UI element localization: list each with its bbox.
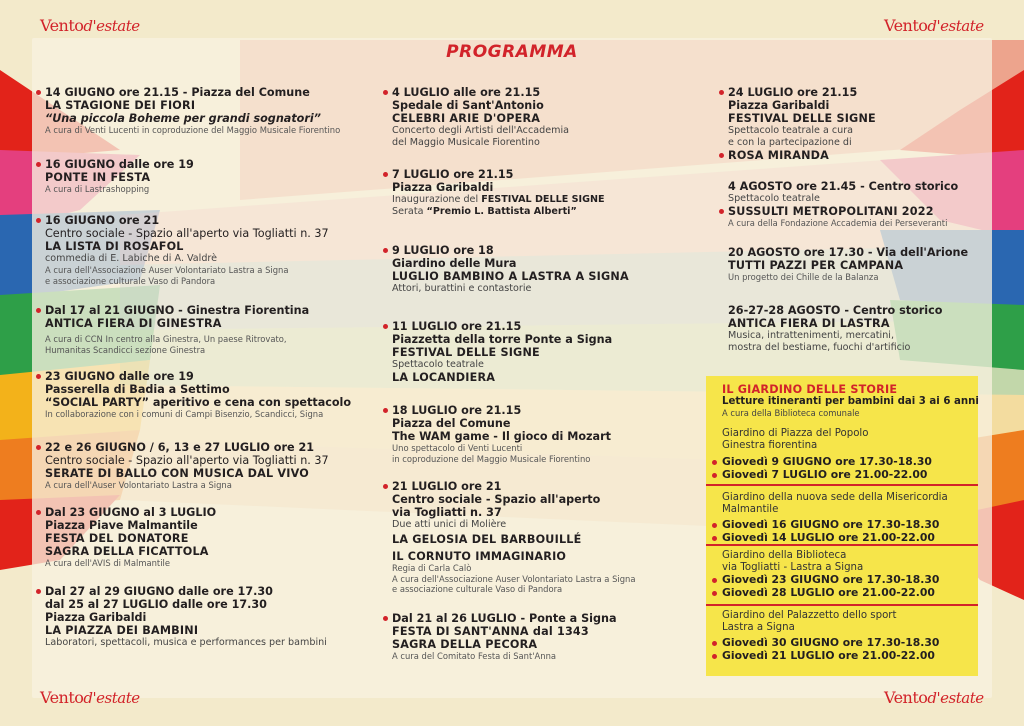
brand-logo-bottom-right: Ventod'estate [884,688,984,707]
event-date: 23 GIUGNO dalle ore 19 [45,370,351,383]
event-title: LA LOCANDIERA [392,371,496,384]
page-title: PROGRAMMA [446,42,578,62]
event-date: Dal 17 al 21 GIUGNO - Ginestra Fiorentina [45,304,310,317]
event-title: SAGRA DELLA PECORA [392,638,538,651]
giardino-subtitle: Letture itineranti per bambini dai 3 ai 6 anni [722,396,979,407]
giardino-date: Giovedì 28 LUGLIO ore 21.00-22.00 [722,587,939,600]
event-location: Centro sociale - Spazio all'aperto [392,493,601,506]
event-detail: mostra del bestiame, fuochi d'artificio [728,342,911,353]
event-16 [728,86,876,162]
event-date: 7 LUGLIO ore 21.15 [392,168,605,181]
giardino-divider [706,484,978,486]
giardino-date: Giovedì 9 GIUGNO ore 17.30-18.30 [722,455,932,468]
giardino-divider [706,544,978,546]
event-7 [45,506,216,569]
event-location: Centro sociale - Spazio all'aperto via Togliatti n. 37 [45,454,329,467]
event-detail: Laboratori, spettacoli, musica e performances per bambini [45,637,327,648]
event-credit: e associazione culturale Vaso di Pandora [392,584,563,594]
event-detail: Spettacolo teatrale [728,193,820,204]
event-title: TUTTI PAZZI PER CAMPANA [728,259,904,272]
event-title: SERATE DI BALLO CON MUSICA DAL VIVO [45,467,310,480]
event-credit: e associazione culturale Vaso di Pandora [45,275,216,286]
giardino-place: Lastra a Signa [722,622,795,633]
event-date-2: dal 25 al 27 LUGLIO dalle ore 17.30 [45,598,267,611]
event-14 [392,480,635,595]
event-date: 16 GIUGNO ore 21 [45,214,329,227]
giardino-date: Giovedì 30 GIUGNO ore 17.30-18.30 [722,636,940,649]
event-title: FESTA DEL DONATORE [45,532,189,545]
event-title: LA PIAZZA DEI BAMBINI [45,624,199,637]
giardino-place: Giardino della nuova sede della Misericordia [722,492,948,503]
event-title: SAGRA DELLA FICATTOLA [45,545,209,558]
giardino-date: Giovedì 7 LUGLIO ore 21.00-22.00 [722,469,932,482]
giardino-date: Giovedì 16 GIUGNO ore 17.30-18.30 [722,519,948,532]
event-location: Piazza Garibaldi [392,181,494,194]
giardino-credit: A cura della Biblioteca comunale [722,408,860,418]
event-10 [392,168,605,218]
event-2 [45,158,194,195]
event-title: FESTA DI SANT'ANNA dal 1343 [392,625,589,638]
giardino-place: Giardino del Palazzetto dello sport [722,610,897,621]
event-13 [392,404,611,464]
event-detail: e con la partecipazione di [728,137,852,148]
giardino-section-1 [722,428,932,481]
event-date: Dal 23 GIUGNO al 3 LUGLIO [45,506,217,519]
brand-logo-bottom-left: Ventod'estate [40,688,140,707]
event-date: 4 AGOSTO ore 21.45 - Centro storico [728,180,959,193]
event-title: CELEBRI ARIE D'OPERA [392,112,541,125]
event-date: 26-27-28 AGOSTO - Centro storico [728,304,943,317]
event-detail: del Maggio Musicale Fiorentino [392,137,540,148]
giardino-box [706,376,978,676]
event-3 [45,214,329,286]
event-18 [728,246,968,283]
giardino-divider [706,604,978,606]
event-credit: A cura di Lastrashopping [45,184,150,194]
event-17 [728,180,958,229]
event-8 [45,585,327,649]
event-credit: in coproduzione del Maggio Musicale Fiorentino [392,453,591,464]
giardino-section-4 [722,610,939,662]
event-11 [392,244,629,295]
event-title: “SOCIAL PARTY” aperitivo e cena con spettacolo [45,396,352,409]
event-title: ANTICA FIERA DI LASTRA [728,317,890,330]
event-date: 16 GIUGNO dalle ore 19 [45,158,194,171]
event-detail: Attori, burattini e contastorie [392,283,532,294]
event-credit: A cura della Fondazione Accademia dei Perseveranti [728,218,948,228]
giardino-title: IL GIARDINO DELLE STORIE [722,383,898,396]
giardino-date: Giovedì 14 LUGLIO ore 21.00-22.00 [722,532,948,545]
event-title: PONTE IN FESTA [45,171,151,184]
giardino-place: Malmantile [722,504,779,515]
event-credit: Uno spettacolo di Venti Lucenti [392,443,523,453]
giardino-place: Giardino della Biblioteca [722,550,847,561]
event-detail: Concerto degli Artisti dell'Accademia [392,125,569,136]
brand-logo-top-left: Ventod'estate [40,16,140,35]
event-title: LA LISTA DI ROSAFOL [45,240,184,253]
event-subtitle: “Una piccola Boheme per grandi sognatori” [45,112,321,125]
event-title: LA GELOSIA DEL BARBOUILLÉ [392,533,582,546]
event-title: SUSSULTI METROPOLITANI 2022 [728,205,958,218]
event-detail: Serata “Premio L. Battista Alberti” [392,206,577,217]
event-date: 20 AGOSTO ore 17.30 - Via dell'Arione [728,246,969,259]
event-date: 14 GIUGNO ore 21.15 - Piazza del Comune [45,86,340,99]
event-title: ROSA MIRANDA [728,149,876,162]
event-credit: A cura dell'Associazione Auser Volontariato Lastra a Signa [392,573,636,584]
event-9 [392,86,569,149]
giardino-date: Giovedì 23 GIUGNO ore 17.30-18.30 [722,573,940,586]
event-15 [392,612,617,662]
event-date: 9 LUGLIO ore 18 [392,244,629,257]
event-6 [45,441,329,491]
event-credit: In collaborazione con i comuni di Campi Bisenzio, Scandicci, Signa [45,409,324,419]
event-credit: A cura di CCN In centro alla Ginestra, Un paese Ritrovato, [45,334,287,344]
giardino-header [722,383,979,419]
event-19 [728,304,942,354]
event-detail: Due atti unici di Molière [392,519,507,530]
event-date: 11 LUGLIO ore 21.15 [392,320,612,333]
event-credit: A cura di Venti Lucenti in coproduzione del Maggio Musicale Fiorentino [45,125,341,135]
brand-logo-top-right: Ventod'estate [884,16,984,35]
event-date: 21 LUGLIO ore 21 [392,480,635,493]
event-credit: Regia di Carla Calò [392,563,472,573]
event-credit: Humanitas Scandicci sezione Ginestra [45,344,206,355]
event-detail: Spettacolo teatrale [392,359,484,370]
event-title: ANTICA FIERA DI GINESTRA [45,317,222,330]
event-title: FESTIVAL DELLE SIGNE [392,346,540,359]
event-location: Piazza Garibaldi [728,99,830,112]
giardino-section-2 [722,492,948,544]
event-title: FESTIVAL DELLE SIGNE [728,112,876,125]
event-date: 24 LUGLIO ore 21.15 [728,86,876,99]
giardino-place: Ginestra fiorentina [722,440,818,451]
event-detail: Musica, intrattenimenti, mercatini, [728,330,894,341]
event-12 [392,320,612,384]
event-title: The WAM game - Il gioco di Mozart [392,430,611,443]
event-credit: A cura dell'AVIS di Malmantile [45,558,171,568]
event-detail: commedia di E. Labiche di A. Valdrè [45,253,218,264]
event-location: Piazza Piave Malmantile [45,519,198,532]
event-4 [45,304,309,355]
event-location: Piazza del Comune [392,417,511,430]
giardino-section-3 [722,550,939,599]
giardino-place: Giardino di Piazza del Popolo [722,428,869,439]
event-location: Giardino delle Mura [392,257,517,270]
event-credit: A cura dell'Auser Volontariato Lastra a Signa [45,480,232,490]
event-title: LUGLIO BAMBINO A LASTRA A SIGNA [392,270,629,283]
event-location: Spedale di Sant'Antonio [392,99,544,112]
event-detail: Inaugurazione del FESTIVAL DELLE SIGNE [392,194,605,205]
event-1 [45,86,340,136]
event-credit: Un progetto dei Chille de la Balanza [728,272,879,282]
event-credit: A cura dell'Associazione Auser Volontariato Lastra a Signa [45,265,289,275]
event-credit: A cura del Comitato Festa di Sant'Anna [392,651,557,661]
event-location-2: via Togliatti n. 37 [392,506,502,519]
event-date: 4 LUGLIO alle ore 21.15 [392,86,569,99]
event-location: Piazza Garibaldi [45,611,147,624]
event-detail: Spettacolo teatrale a cura [728,125,854,136]
event-date: 22 e 26 GIUGNO / 6, 13 e 27 LUGLIO ore 21 [45,441,329,454]
event-date: 18 LUGLIO ore 21.15 [392,404,611,417]
event-date: Dal 27 al 29 GIUGNO dalle ore 17.30 [45,585,327,598]
event-5 [45,370,351,420]
event-location: Piazzetta della torre Ponte a Signa [392,333,613,346]
giardino-date: Giovedì 21 LUGLIO ore 21.00-22.00 [722,650,939,663]
event-title: LA STAGIONE DEI FIORI [45,99,196,112]
giardino-place: via Togliatti - Lastra a Signa [722,562,864,573]
event-location: Centro sociale - Spazio all'aperto via Togliatti n. 37 [45,227,329,240]
event-title: IL CORNUTO IMMAGINARIO [392,550,567,563]
event-location: Passerella di Badia a Settimo [45,383,230,396]
event-date: Dal 21 al 26 LUGLIO - Ponte a Signa [392,612,617,625]
